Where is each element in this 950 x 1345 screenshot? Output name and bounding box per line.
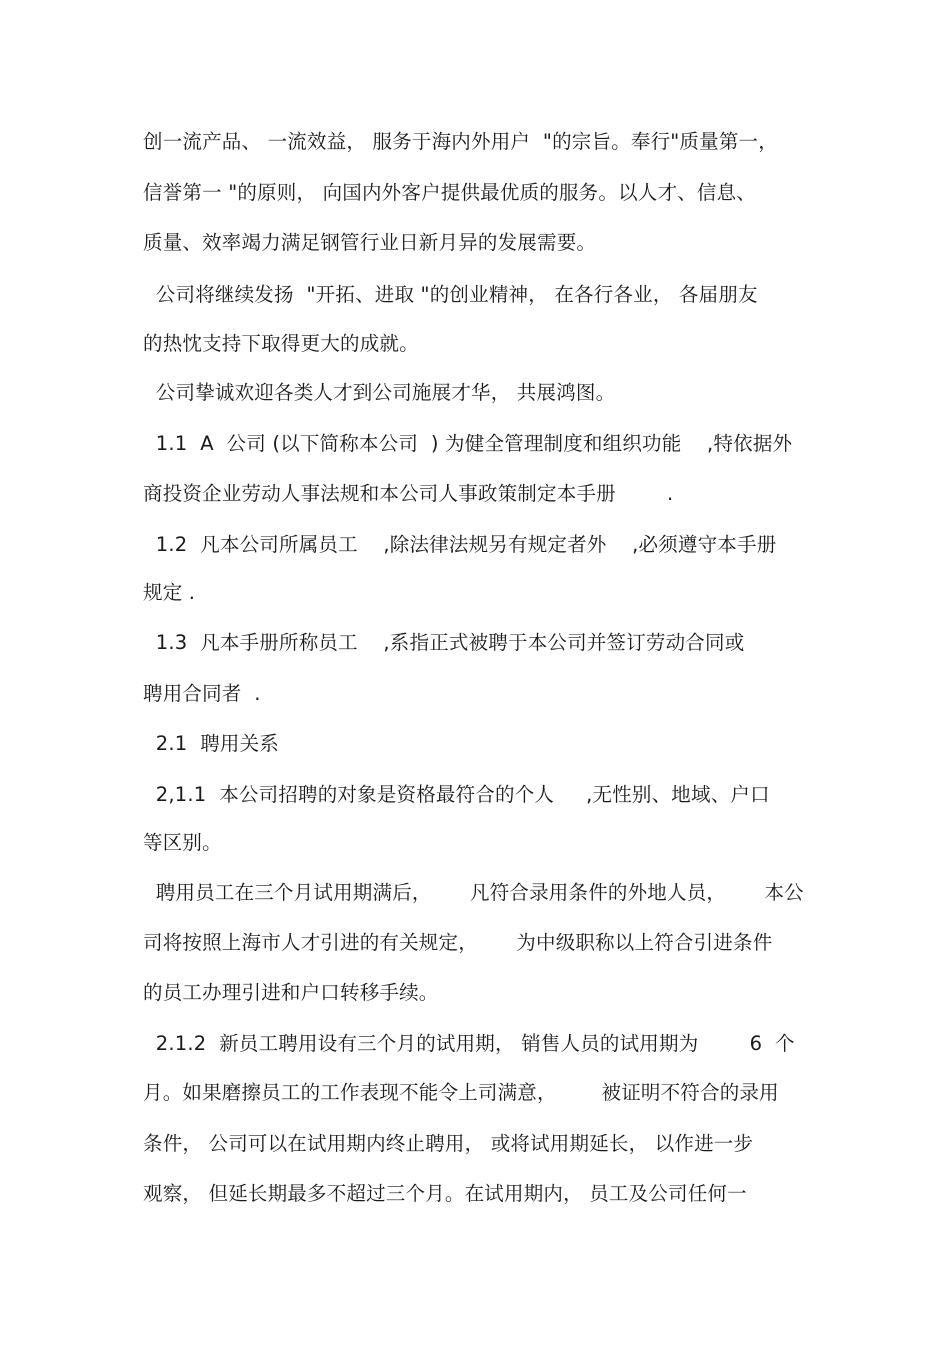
text-line: 的热忱支持下取得更大的成就。 [143, 332, 419, 355]
text-line: 月。如果磨擦员工的工作表现不能令上司满意， 被证明不符合的录用 [143, 1081, 779, 1104]
text-line: 1.1 A 公司 (以下简称本公司 ) 为健全管理制度和组织功能 ,特依据外 [143, 432, 793, 455]
text-line: 观察， 但延长期最多不超过三个月。在试用期内， 员工及公司任何一 [143, 1182, 747, 1205]
text-line: 2,1.1 本公司招聘的对象是资格最符合的个人 ,无性别、地域、户口 [143, 783, 770, 806]
text-line: 的员工办理引进和户口转移手续。 [143, 981, 439, 1004]
text-line: 商投资企业劳动人事法规和本公司人事政策制定本手册 . [143, 482, 674, 505]
text-line: 2.1.2 新员工聘用设有三个月的试用期， 销售人员的试用期为 6 个 [143, 1032, 795, 1055]
text-line: 司将按照上海市人才引进的有关规定， 为中级职称以上符合引进条件 [143, 931, 773, 954]
text-line: 聘用合同者 . [143, 682, 261, 705]
text-line: 规定 . [143, 581, 196, 604]
text-line: 等区别。 [143, 831, 222, 854]
text-line: 公司挚诚欢迎各类人才到公司施展才华， 共展鸿图。 [143, 381, 616, 404]
text-line: 2.1 聘用关系 [143, 732, 280, 755]
text-line: 1.3 凡本手册所称员工 ,系指正式被聘于本公司并签订劳动合同或 [143, 631, 745, 654]
text-line: 条件， 公司可以在试用期内终止聘用， 或将试用期延长， 以作进一步 [143, 1132, 754, 1155]
text-line: 聘用员工在三个月试用期满后， 凡符合录用条件的外地人员， 本公 [143, 881, 804, 904]
text-line: 公司将继续发扬 "开拓、进取 "的创业精神， 在各行各业， 各届朋友 [143, 283, 758, 306]
text-line: 1.2 凡本公司所属员工 ,除法律法规另有规定者外 ,必须遵守本手册 [143, 533, 777, 556]
text-line: 创一流产品、 一流效益， 服务于海内外用户 "的宗旨。奉行"质量第一， [143, 130, 778, 153]
text-line: 质量、效率竭力满足钢管行业日新月异的发展需要。 [143, 231, 597, 254]
text-line: 信誉第一 "的原则， 向国内外客户提供最优质的服务。以人才、信息、 [143, 181, 756, 204]
